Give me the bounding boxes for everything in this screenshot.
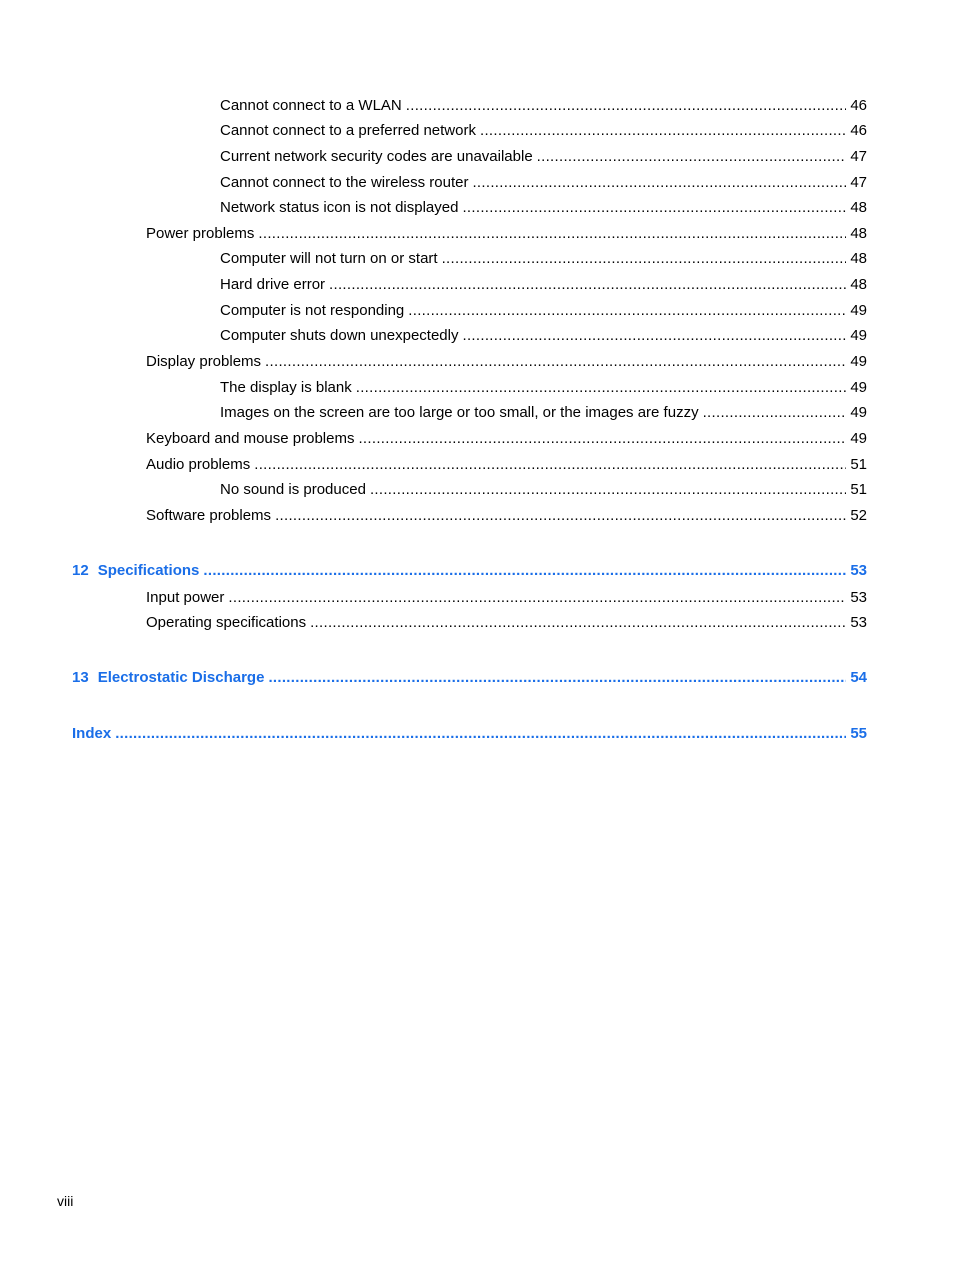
toc-entry-title: Computer is not responding: [220, 302, 405, 319]
dot-leader: [370, 480, 846, 500]
toc-entry-title: Hard drive error: [220, 276, 326, 293]
toc-chapter-electrostatic-discharge[interactable]: [72, 668, 867, 688]
dot-leader: [480, 121, 846, 141]
dot-leader: [275, 506, 846, 526]
toc-entry[interactable]: [220, 173, 867, 193]
toc-entry[interactable]: [146, 352, 867, 372]
toc-entry-page: 49: [850, 353, 867, 370]
toc-entry[interactable]: [146, 455, 867, 475]
toc-chapter-specifications[interactable]: [72, 561, 867, 581]
toc-entry[interactable]: [220, 249, 867, 269]
toc-entry-title: Cannot connect to a preferred network: [220, 122, 476, 139]
toc-entry-page: 49: [850, 327, 867, 344]
toc-entry-title: Power problems: [146, 225, 255, 242]
toc-entry-title: Computer will not turn on or start: [220, 250, 438, 267]
toc-entry-title: Images on the screen are too large or too small, or the images are fuzzy: [220, 404, 699, 421]
dot-leader: [703, 403, 847, 423]
toc-entry-page: 51: [850, 456, 867, 473]
dot-leader: [258, 224, 846, 244]
toc-entry[interactable]: [220, 147, 867, 167]
toc-chapter-page: 54: [850, 669, 867, 686]
toc-entry-page: 53: [850, 614, 867, 631]
page-folio: viii: [57, 1193, 74, 1209]
toc-entry-title: Network status icon is not displayed: [220, 199, 459, 216]
chapter-title: Electrostatic Discharge: [97, 669, 265, 686]
toc-entry[interactable]: [146, 506, 867, 526]
toc-entry-page: 47: [850, 148, 867, 165]
toc-entry[interactable]: [220, 121, 867, 141]
dot-leader: [356, 378, 847, 398]
dot-leader: [203, 561, 846, 581]
dot-leader: [310, 613, 846, 633]
chapter-number: 12: [72, 562, 89, 579]
toc-entry[interactable]: [146, 613, 867, 633]
toc-entry-page: 48: [850, 225, 867, 242]
toc-entry[interactable]: [220, 96, 867, 116]
toc-entry-page: 49: [850, 404, 867, 421]
toc-entry-page: 51: [850, 481, 867, 498]
toc-entry-page: 46: [850, 97, 867, 114]
dot-leader: [329, 275, 846, 295]
dot-leader: [265, 352, 846, 372]
toc-chapter-title: [72, 668, 268, 688]
toc-entry[interactable]: [146, 224, 867, 244]
chapter-title: Index: [72, 725, 112, 742]
toc-entry-title: Input power: [146, 589, 225, 606]
toc-entry[interactable]: [220, 198, 867, 218]
toc-entry[interactable]: [220, 403, 867, 423]
toc-entry-title: Software problems: [146, 507, 272, 524]
toc-entry-page: 49: [850, 302, 867, 319]
toc-entry-page: 52: [850, 507, 867, 524]
toc-entry-title: Current network security codes are unavailable: [220, 148, 533, 165]
toc-entry-title: Display problems: [146, 353, 262, 370]
dot-leader: [442, 249, 847, 269]
dot-leader: [462, 326, 846, 346]
dot-leader: [268, 668, 846, 688]
toc-entry-title: Cannot connect to the wireless router: [220, 174, 469, 191]
toc-entry-title: Operating specifications: [146, 614, 307, 631]
toc-entry-page: 53: [850, 589, 867, 606]
toc-entry-page: 48: [850, 276, 867, 293]
toc-entry-title: Cannot connect to a WLAN: [220, 97, 402, 114]
toc-entry-page: 48: [850, 199, 867, 216]
toc-entry[interactable]: [220, 326, 867, 346]
toc-entry-title: Keyboard and mouse problems: [146, 430, 355, 447]
toc-entry-title: The display is blank: [220, 379, 352, 396]
toc-chapter-page: 53: [850, 562, 867, 579]
chapter-number: 13: [72, 669, 89, 686]
dot-leader: [537, 147, 847, 167]
dot-leader: [228, 588, 846, 608]
dot-leader: [472, 173, 846, 193]
toc-chapter-page: 55: [850, 725, 867, 742]
dot-leader: [406, 96, 847, 116]
dot-leader: [254, 455, 846, 475]
toc-entry[interactable]: [220, 301, 867, 321]
dot-leader: [115, 724, 846, 744]
toc-entry-page: 49: [850, 379, 867, 396]
toc-entry-page: 46: [850, 122, 867, 139]
toc-entry-title: Audio problems: [146, 456, 251, 473]
toc-entry[interactable]: [146, 588, 867, 608]
toc-entry-page: 48: [850, 250, 867, 267]
toc-entry[interactable]: [220, 275, 867, 295]
toc-entry-title: Computer shuts down unexpectedly: [220, 327, 459, 344]
dot-leader: [408, 301, 846, 321]
dot-leader: [358, 429, 846, 449]
toc-entry-title: No sound is produced: [220, 481, 366, 498]
dot-leader: [462, 198, 846, 218]
toc-entry[interactable]: [220, 378, 867, 398]
chapter-title: Specifications: [97, 562, 200, 579]
toc-entry[interactable]: [220, 480, 867, 500]
toc-chapter-title: [72, 561, 203, 581]
toc-entry-page: 49: [850, 430, 867, 447]
toc-entry-page: 47: [850, 174, 867, 191]
toc-entry[interactable]: [146, 429, 867, 449]
toc-chapter-index[interactable]: [72, 724, 867, 744]
